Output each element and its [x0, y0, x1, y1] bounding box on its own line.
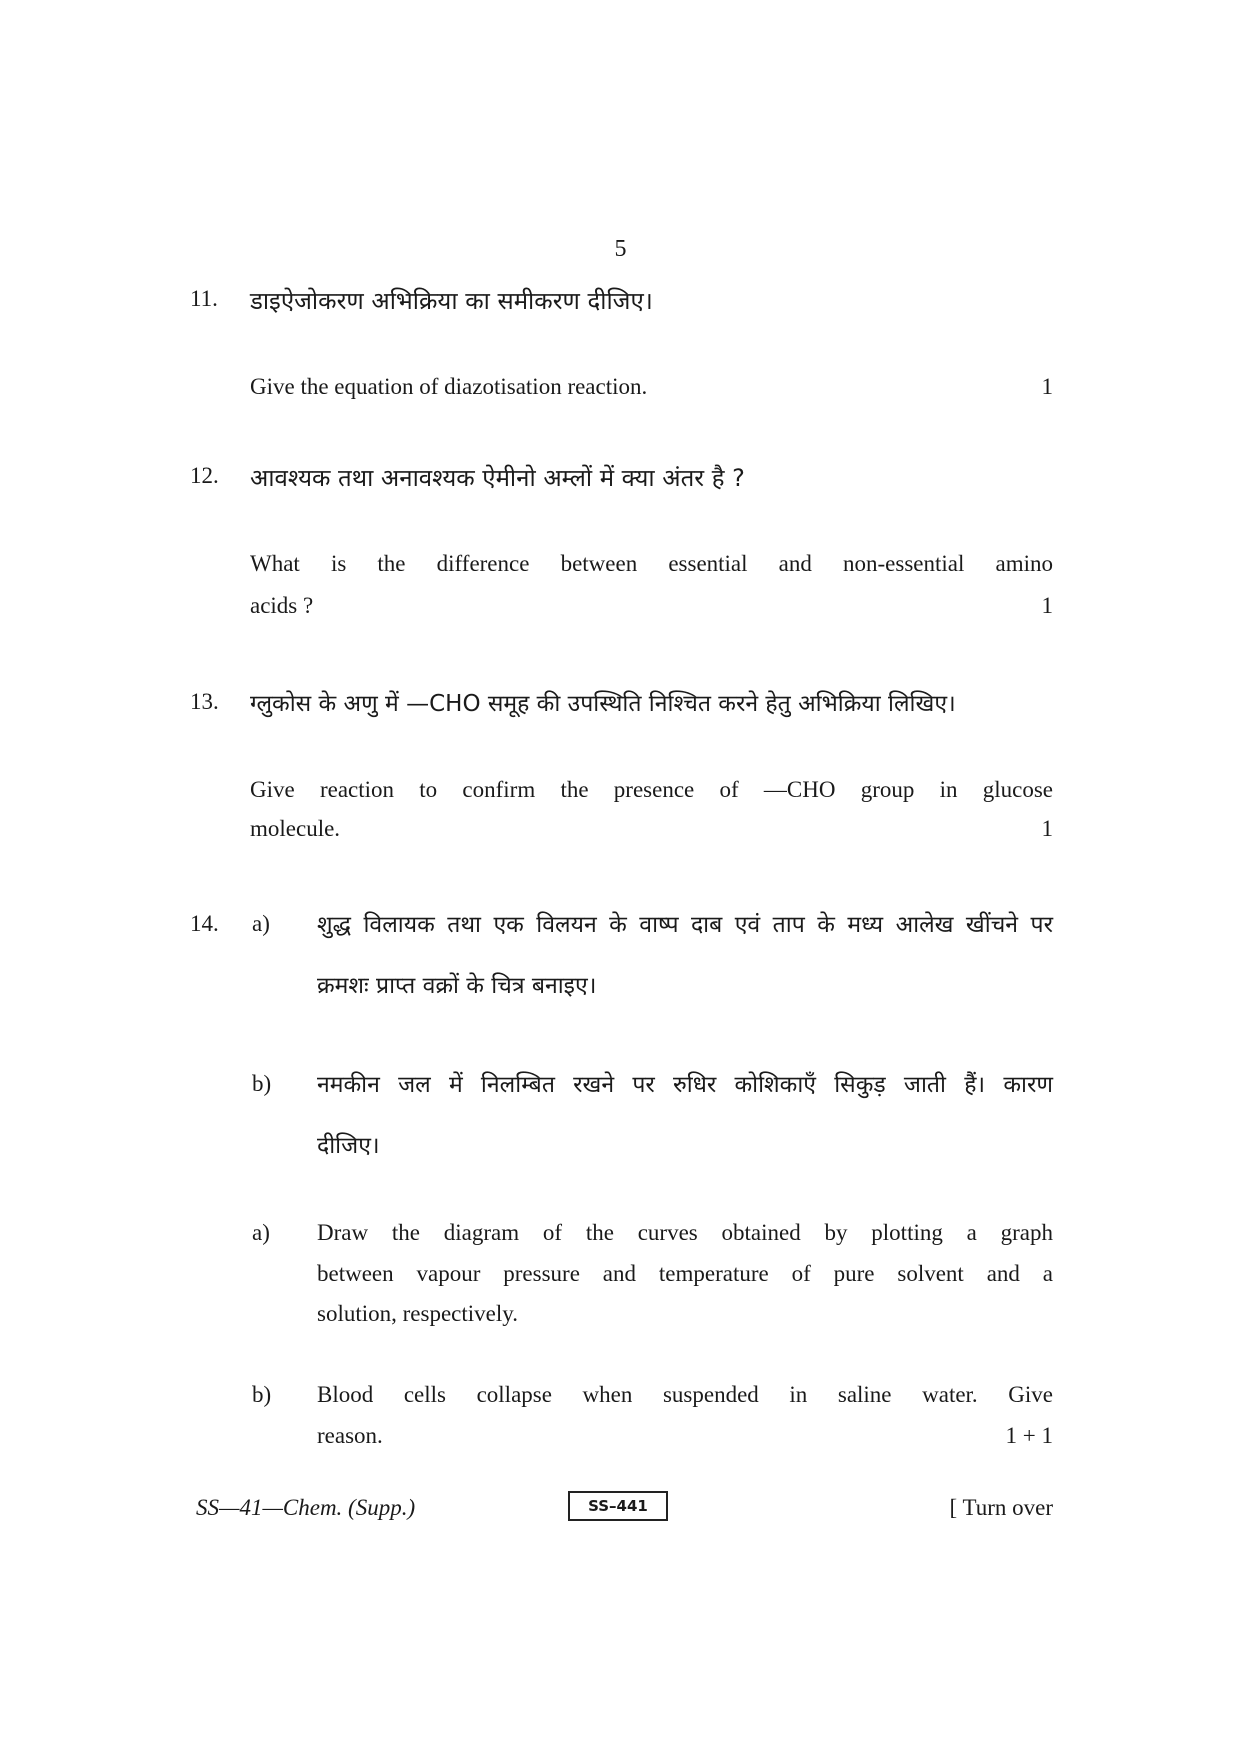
question-english-text: molecule.: [250, 816, 341, 841]
question-number: 13.: [190, 689, 219, 714]
question-english-text: acids ?: [250, 593, 314, 618]
question-english-text: Give the equation of diazotisation reaction.: [250, 374, 648, 399]
question-number: 11.: [190, 286, 218, 311]
turn-over-note: [ Turn over: [949, 1495, 1053, 1520]
part-hindi-text: क्रमशः प्राप्त वक्रों के चित्र बनाइए।: [317, 973, 597, 999]
question-english-text: Give reaction to confirm the presence of —CHO group in glucose: [250, 777, 1053, 802]
question-number: 14.: [190, 911, 219, 936]
part-label: b): [252, 1071, 272, 1096]
paper-code-box: SS–441: [568, 1491, 668, 1521]
part-english-text: Blood cells collapse when suspended in saline water. Give: [317, 1382, 1053, 1407]
question-hindi-text: आवश्यक तथा अनावश्यक ऐमीनो अम्लों में क्या अंतर है ?: [250, 464, 745, 492]
part-label: a): [252, 1220, 270, 1245]
part-hindi-text: दीजिए।: [317, 1133, 380, 1159]
part-hindi-text: नमकीन जल में निलम्बित रखने पर रुधिर कोशिकाएँ सिकुड़ जाती हैं। कारण: [317, 1072, 1053, 1098]
question-hindi-text: डाइऐजोकरण अभिक्रिया का समीकरण दीजिए।: [250, 287, 653, 315]
part-label: a): [252, 911, 270, 936]
part-english-text: reason.: [317, 1423, 383, 1448]
part-hindi-text: शुद्ध विलायक तथा एक विलयन के वाष्प दाब एवं ताप के मध्य आलेख खींचने पर: [317, 912, 1053, 938]
part-english-text: solution, respectively.: [317, 1301, 518, 1326]
part-label: b): [252, 1382, 272, 1407]
question-marks: 1: [1041, 374, 1053, 399]
part-english-text: Draw the diagram of the curves obtained by plotting a graph: [317, 1220, 1053, 1245]
page-number: 5: [614, 236, 627, 262]
paper-code-footer: SS—41—Chem. (Supp.): [196, 1495, 416, 1520]
question-marks: 1: [1041, 816, 1053, 841]
question-hindi-text: ग्लुकोस के अणु में —CHO समूह की उपस्थिति निश्चित करने हेतु अभिक्रिया लिखिए।: [250, 691, 956, 717]
question-marks: 1 + 1: [1005, 1423, 1053, 1448]
part-english-text: between vapour pressure and temperature of pure solvent and a: [317, 1261, 1053, 1286]
question-marks: 1: [1041, 593, 1053, 618]
question-number: 12.: [190, 463, 219, 488]
question-english-text: What is the difference between essential and non-essential amino: [250, 551, 1053, 576]
